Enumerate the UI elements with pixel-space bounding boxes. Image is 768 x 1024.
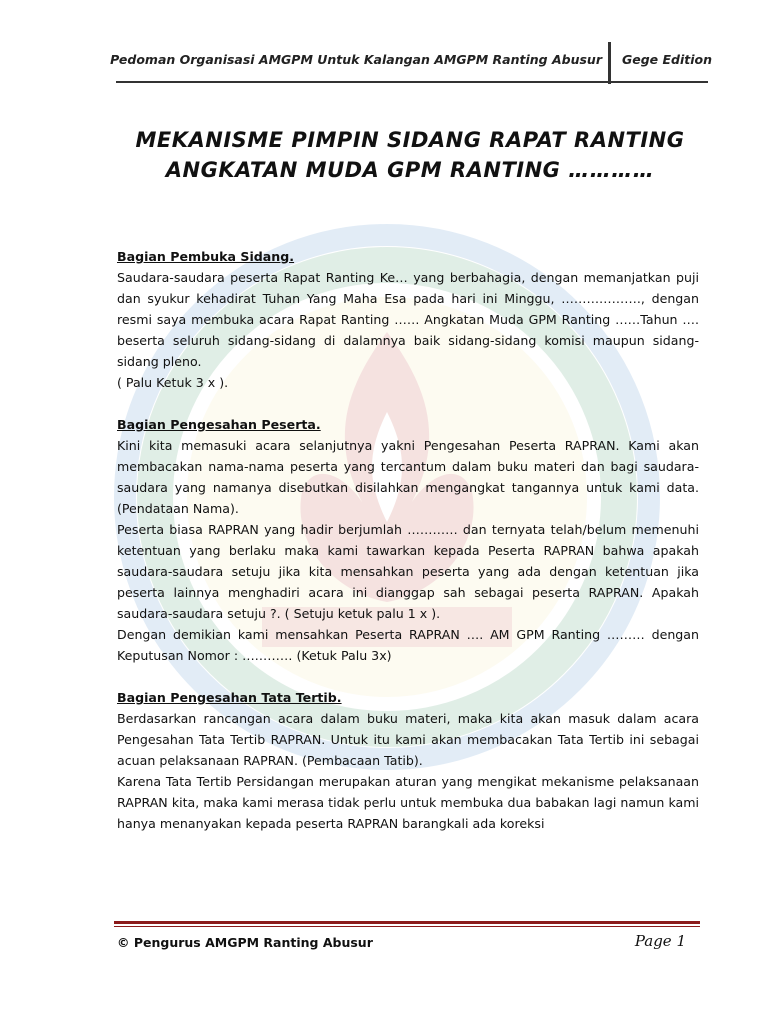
- paragraph: Dengan demikian kami mensahkan Peserta RAPRAN …. AM GPM Ranting ……… dengan Keputusan Nomor : ………… (Ketuk Palu 3x): [117, 627, 699, 663]
- page-header: [0, 0, 768, 84]
- paragraph: ( Palu Ketuk 3 x ).: [117, 375, 229, 390]
- header-rule: [116, 81, 708, 83]
- paragraph: Karena Tata Tertib Persidangan merupakan aturan yang mengikat mekanisme pelaksanaan RAPRAN kita, maka kami merasa tidak perlu untuk membuka dua babakan lagi namun kami hanya menanyakan kepada peserta RAPRAN barangkali ada koreksi: [117, 774, 699, 831]
- section-heading: Bagian Pembuka Sidang.: [117, 249, 295, 264]
- header-edition: Gege Edition: [622, 52, 713, 67]
- spacer: [117, 393, 699, 414]
- title-line-1: MEKANISME PIMPIN SIDANG RAPAT RANTING: [135, 128, 685, 152]
- footer-rule-thin: [114, 926, 700, 927]
- paragraph: Peserta biasa RAPRAN yang hadir berjumlah ………… dan ternyata telah/belum memenuhi ketentuan yang berlaku maka kami tawarkan kepada Peserta RAPRAN bahwa apakah saudara-saudara setuju jika kita mensahkan peserta yang ada dengan ketentuan jika peserta lainnya menghadiri acara ini dianggap sah sebagai peserta RAPRAN. Apakah saudara-saudara setuju ?. ( Setuju ketuk palu 1 x ).: [117, 522, 699, 621]
- header-divider: [608, 42, 611, 84]
- paragraph: Berdasarkan rancangan acara dalam buku materi, maka kita akan masuk dalam acara Pengesahan Tata Tertib RAPRAN. Untuk itu kami akan membacakan Tata Tertib ini sebagai acuan pelaksanaan RAPRAN. (Pembacaan Tatib).: [117, 711, 699, 768]
- section-heading: Bagian Pengesahan Peserta.: [117, 417, 321, 432]
- document-body: [117, 246, 699, 834]
- header-document-title: Pedoman Organisasi AMGPM Untuk Kalangan AMGPM Ranting Abusur: [110, 52, 602, 67]
- footer-copyright: © Pengurus AMGPM Ranting Abusur: [117, 935, 373, 950]
- page-number: Page 1: [634, 932, 686, 950]
- paragraph: Saudara-saudara peserta Rapat Ranting Ke… yang berbahagia, dengan memanjatkan puji dan syukur kehadirat Tuhan Yang Maha Esa pada hari ini Minggu, ………………., dengan resmi saya membuka acara Rapat Ranting …… Angkatan Muda GPM Ranting ……Tahun …. beserta seluruh sidang-sidang di dalamnya baik sidang-sidang komisi maupun sidang-sidang pleno.: [117, 270, 699, 369]
- section-heading: Bagian Pengesahan Tata Tertib.: [117, 690, 342, 705]
- page-title: [100, 125, 720, 185]
- paragraph: Kini kita memasuki acara selanjutnya yakni Pengesahan Peserta RAPRAN. Kami akan membacakan nama-nama peserta yang tercantum dalam buku materi dan bagi saudara-saudara yang namanya disebutkan disilahkan mengangkat tangannya untuk kami data. (Pendataan Nama).: [117, 438, 699, 516]
- spacer: [117, 666, 699, 687]
- footer-rule: [114, 921, 700, 924]
- title-line-2: ANGKATAN MUDA GPM RANTING …………: [165, 158, 655, 182]
